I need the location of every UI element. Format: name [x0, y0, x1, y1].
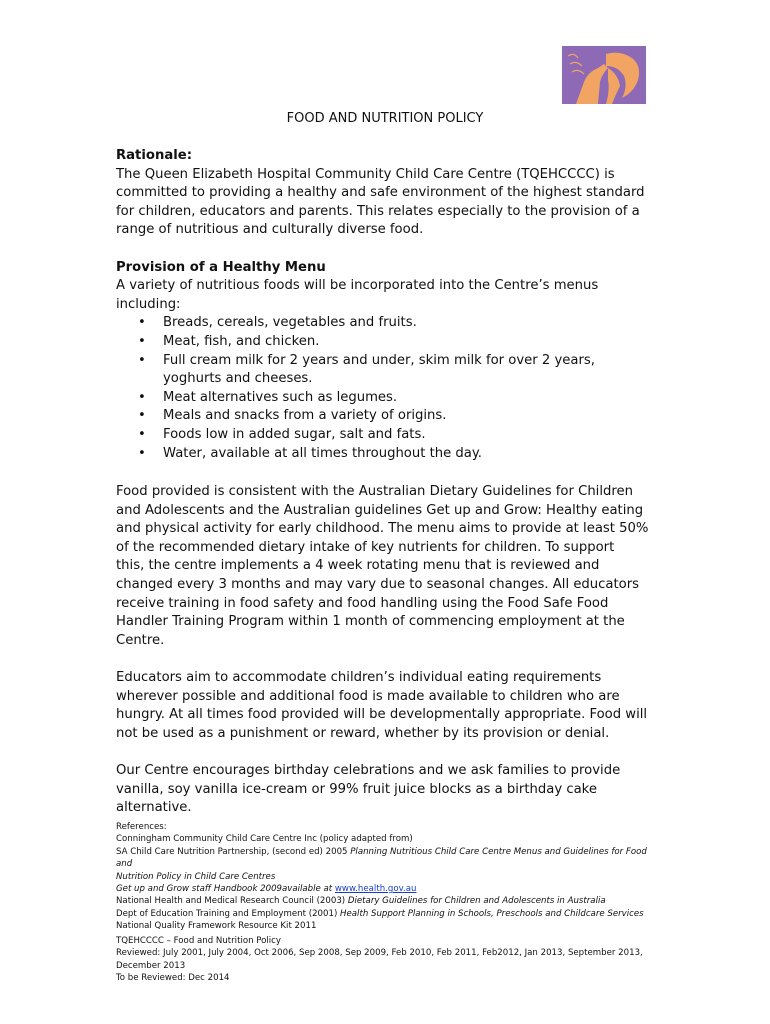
reference-item: Conningham Community Child Care Centre Inc (policy adapted from) [116, 834, 413, 845]
list-item [138, 389, 661, 408]
paragraph-line: changed every 3 months and may vary due to seasonal changes. All educators [116, 576, 640, 592]
list-item [138, 314, 661, 333]
bullet-icon: • [138, 315, 146, 331]
paragraph-line: and Adolescents and the Australian guidelines Get up and Grow: Healthy eating [116, 502, 644, 518]
page-title: FOOD AND NUTRITION POLICY [286, 111, 484, 126]
references-heading: References: [116, 822, 167, 832]
health-gov-link[interactable]: www.health.gov.au [334, 884, 417, 895]
paragraph-line: receive training in food safety and food handling using the Food Safe Food [116, 595, 609, 611]
paragraph-line: this, the centre implements a 4 week rotating menu that is reviewed and [116, 558, 600, 574]
bullet-icon: • [138, 445, 146, 461]
rationale-line: The Queen Elizabeth Hospital Community Child Care Centre (TQEHCCCC) is [116, 166, 615, 182]
paragraph-line: not be used as a punishment or reward, whether by its provision or denial. [116, 725, 610, 741]
menu-intro-line: A variety of nutritious foods will be incorporated into the Centre’s menus [116, 278, 599, 294]
paragraph-line: Educators aim to accommodate children’s individual eating requirements [116, 670, 602, 685]
list-item [138, 407, 661, 426]
bullet-icon: • [138, 352, 146, 368]
menu-heading: Provision of a Healthy Menu [116, 259, 326, 275]
rationale-section [116, 147, 661, 463]
paragraph-line: vanilla, soy vanilla ice-cream or 99% fruit juice blocks as a birthday cake [116, 781, 597, 797]
footer-to-be-reviewed: To be Reviewed: Dec 2014 [116, 973, 230, 984]
rationale-line: for children, educators and parents. This relates especially to the provision of a [116, 203, 640, 219]
rationale-line: committed to providing a healthy and safe environment of the highest standard [116, 185, 645, 201]
rationale-line: range of nutritious and culturally diverse food. [116, 222, 424, 238]
bullet-icon: • [138, 408, 146, 424]
reference-item: Dept of Education Training and Employment (2001) Health Support Planning in Schools, Preschools and Childcare Services [116, 908, 644, 919]
reference-item: Get up and Grow staff Handbook 2009available at www.health.gov.au [116, 884, 417, 895]
references-section [116, 821, 661, 933]
paragraph-line: Food provided is consistent with the Australian Dietary Guidelines for Children [116, 484, 633, 499]
bullet-icon: • [138, 333, 146, 349]
paragraph-line: wherever possible and additional food is made available to children who are [116, 688, 620, 704]
list-item-text: Meals and snacks from a variety of origins. [163, 408, 447, 424]
paragraph-line: Centre. [116, 632, 165, 648]
bullet-icon: • [138, 426, 146, 442]
paragraph-line: of the recommended dietary intake of key nutrients for children. To support [116, 539, 615, 555]
logo-graphic [562, 46, 646, 104]
list-item-text: Breads, cereals, vegetables and fruits. [163, 315, 417, 331]
rationale-heading: Rationale: [116, 148, 192, 163]
reference-item: National Quality Framework Resource Kit 2011 [116, 921, 317, 932]
list-item-text: Meat, fish, and chicken. [163, 333, 320, 349]
list-item-text: Full cream milk for 2 years and under, skim milk for over 2 years, [163, 352, 595, 368]
educators-paragraph [116, 669, 661, 743]
paragraph-line: hungry. At all times food provided will be developmentally appropriate. Food will [116, 707, 648, 723]
birthday-paragraph [116, 762, 661, 818]
reference-item: Nutrition Policy in Child Care Centres [116, 871, 276, 882]
footer-reviewed: Reviewed: July 2001, July 2004, Oct 2006, Sep 2008, Sep 2009, Feb 2010, Feb 2011, Feb2012, Jan 2013, September 2013, [116, 948, 643, 959]
reference-item: National Health and Medical Research Council (2003) Dietary Guidelines for Children and Adolescents in Australia [116, 896, 606, 907]
menu-bullet-list [116, 314, 661, 463]
document-footer [116, 935, 661, 985]
list-item-text: Foods low in added sugar, salt and fats. [163, 426, 426, 442]
list-item [138, 445, 661, 464]
guidelines-paragraph [116, 483, 661, 650]
list-item [138, 352, 661, 389]
list-item [138, 426, 661, 445]
paragraph-line: and physical activity for early childhood. The menu aims to provide at least 50% [116, 521, 649, 537]
list-item-text: Water, available at all times throughout the day. [163, 445, 482, 461]
list-item-text: Meat alternatives such as legumes. [163, 389, 398, 405]
menu-intro-line: including: [116, 296, 181, 312]
reference-item: SA Child Care Nutrition Partnership, (second ed) 2005 Planning Nutritious Child Care Centre Menus and Guidelines for Food and [116, 846, 647, 870]
footer-reviewed-cont: December 2013 [116, 960, 186, 971]
footer-policy-name: TQEHCCCC – Food and Nutrition Policy [116, 936, 281, 946]
paragraph-line: alternative. [116, 800, 192, 816]
list-item-text: yoghurts and cheeses. [163, 371, 313, 387]
paragraph-line: Handler Training Program within 1 month of commencing employment at the [116, 614, 625, 630]
list-item [138, 333, 661, 352]
tree-logo-icon [562, 46, 646, 104]
paragraph-line: Our Centre encourages birthday celebrations and we ask families to provide [116, 763, 621, 778]
bullet-icon: • [138, 389, 146, 405]
